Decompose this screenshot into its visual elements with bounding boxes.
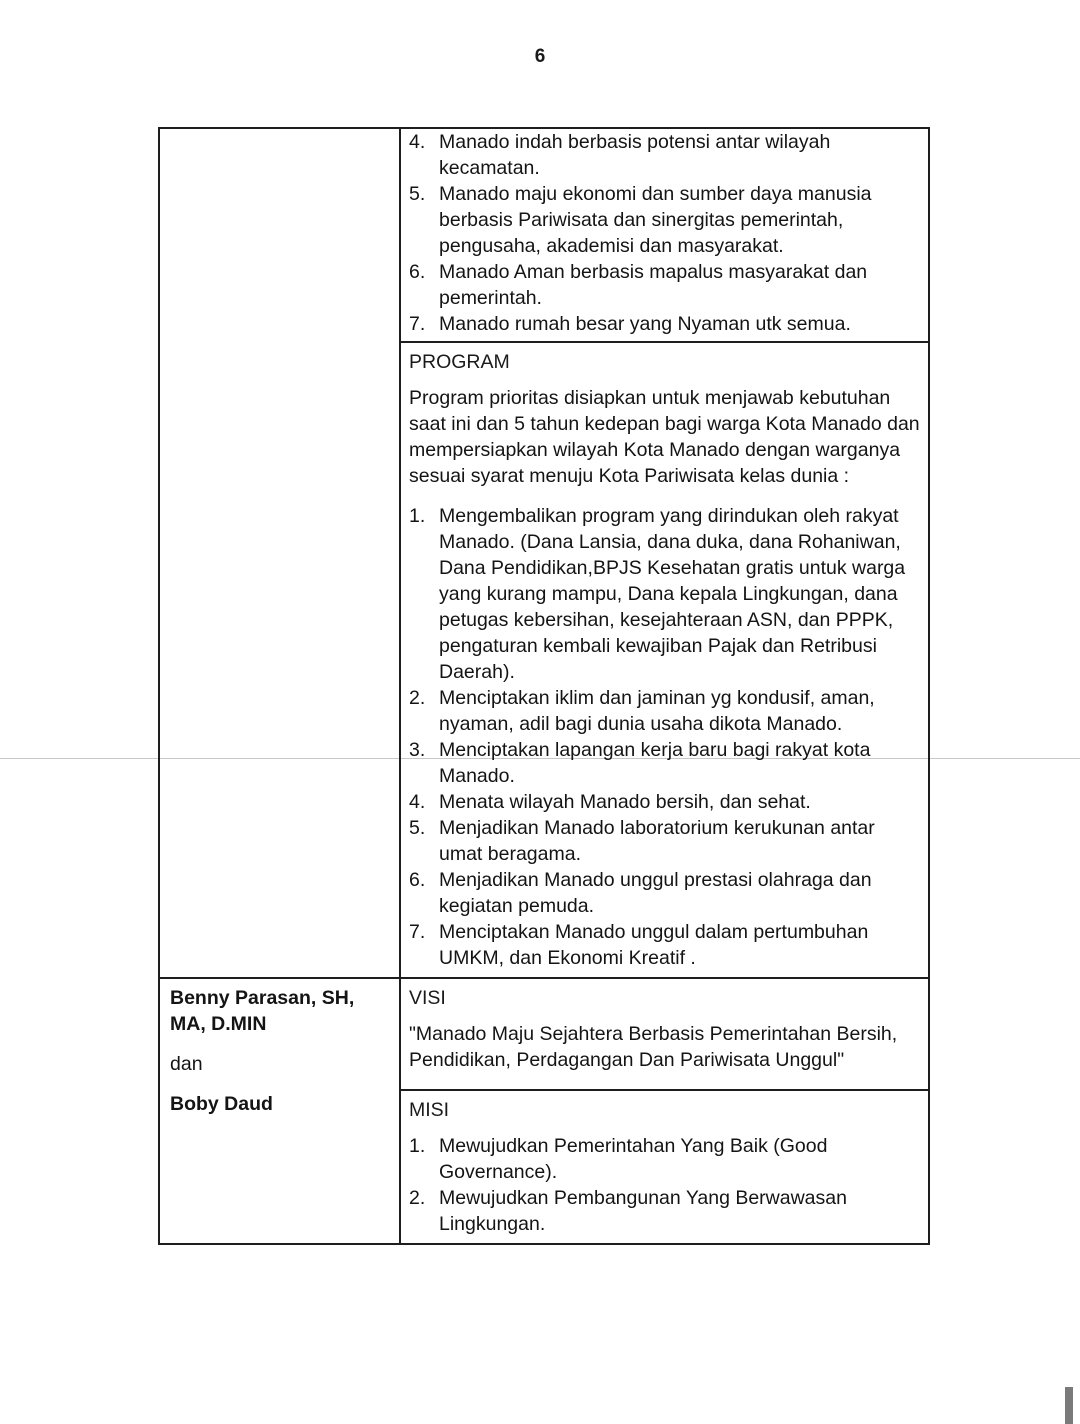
content-cell [401,129,928,977]
list-item: 6. Menjadikan Manado unggul prestasi olahraga dan kegiatan pemuda. [409,869,872,917]
candidate-name-mayor: Benny Parasan, SH, MA, D.MIN [170,987,355,1035]
misi-list [409,1133,920,1237]
program-list [409,503,920,971]
misi-continued-section [401,129,928,343]
visi-text: "Manado Maju Sejahtera Berbasis Pemerintahan Bersih, Pendidikan, Perdagangan Dan Pariwisata Unggul" [409,1023,898,1071]
list-item: 1. Mengembalikan program yang dirindukan oleh rakyat Manado. (Dana Lansia, dana duka, dana Rohaniwan, Dana Pendidikan,BPJS Kesehatan gratis untuk warga yang kurang mampu, Dana kepala Lingkungan, dana petugas kebersihan, kesejahteraan ASN, dan PPPK, pengaturan kembali kewajiban Pajak dan Retribusi Daerah). [409,505,906,683]
list-item: 4. Menata wilayah Manado bersih, dan sehat. [409,791,811,813]
program-intro: Program prioritas disiapkan untuk menjawab kebutuhan saat ini dan 5 tahun kedepan bagi warga Kota Manado dan mempersiapkan wilayah Kota Manado dengan warganya sesuai syarat menuju Kota Pariwisata kelas dunia : [409,387,920,487]
list-item: 1. Mewujudkan Pemerintahan Yang Baik (Good Governance). [409,1135,828,1183]
table-row-previous-candidate [160,129,928,979]
list-item: 2. Mewujudkan Pembangunan Yang Berwawasan Lingkungan. [409,1187,847,1235]
misi-continued-list [409,129,920,337]
list-item: 7. Manado rumah besar yang Nyaman utk semua. [409,313,851,335]
program-section [401,343,928,977]
candidate-cell-empty [160,129,401,977]
content-cell [401,979,928,1243]
candidate-name-vice: Boby Daud [170,1093,273,1115]
misi-section [401,1091,928,1243]
visi-section [401,979,928,1091]
list-item: 4. Manado indah berbasis potensi antar wilayah kecamatan. [409,131,831,179]
list-item: 7. Menciptakan Manado unggul dalam pertumbuhan UMKM, dan Ekonomi Kreatif . [409,921,869,969]
visi-heading: VISI [409,987,446,1009]
list-item: 5. Manado maju ekonomi dan sumber daya manusia berbasis Pariwisata dan sinergitas pemerintah, pengusaha, akademisi dan masyarakat. [409,183,872,257]
list-item: 2. Menciptakan iklim dan jaminan yg kondusif, aman, nyaman, adil bagi dunia usaha dikota Manado. [409,687,875,735]
table-row-candidate [160,979,928,1243]
page-number: 6 [534,46,546,67]
candidate-vision-mission-table [158,127,930,1245]
list-item: 5. Menjadikan Manado laboratorium kerukunan antar umat beragama. [409,817,875,865]
candidate-cell [160,979,401,1243]
misi-heading: MISI [409,1099,450,1121]
scan-edge-mark [1065,1387,1073,1424]
candidate-conjunction: dan [170,1053,203,1075]
program-heading: PROGRAM [409,351,510,373]
list-item: 6. Manado Aman berbasis mapalus masyarakat dan pemerintah. [409,261,868,309]
list-item: 3. Menciptakan lapangan kerja baru bagi rakyat kota Manado. [409,739,871,787]
